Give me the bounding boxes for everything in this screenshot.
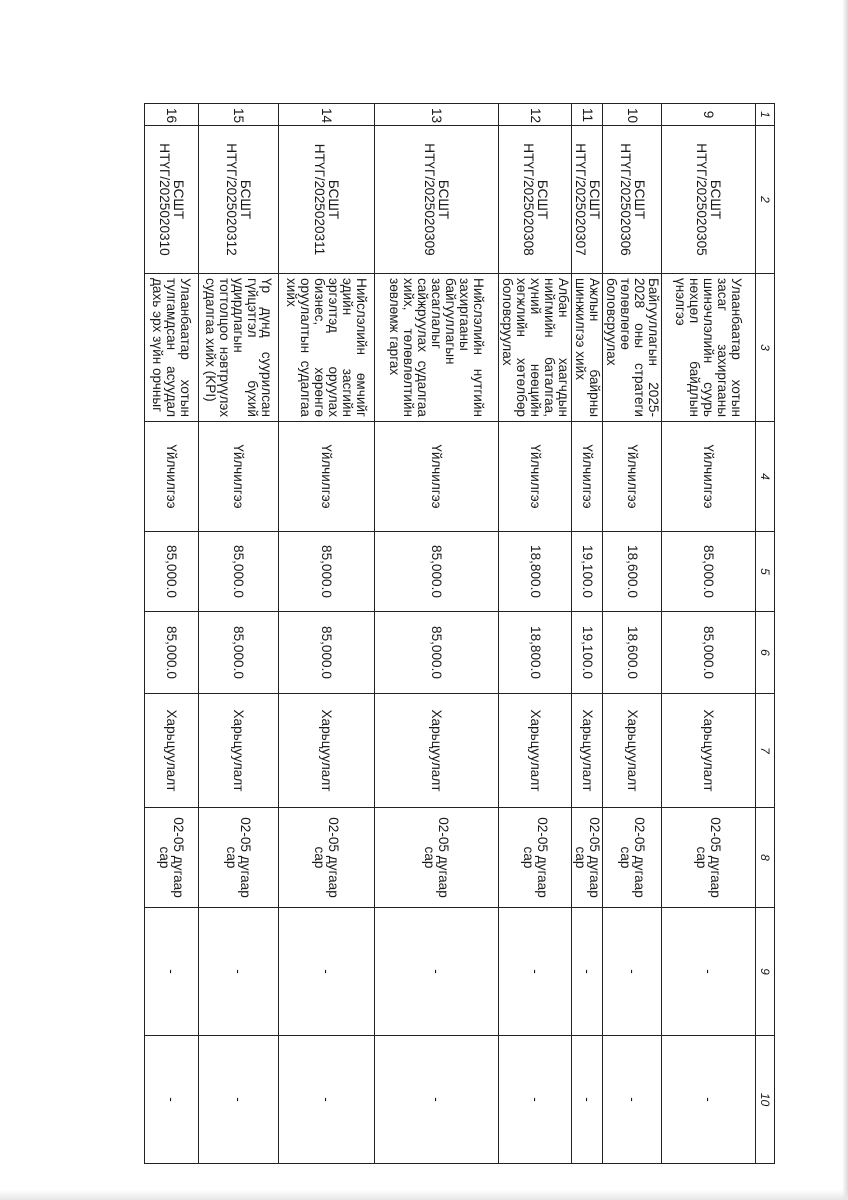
column-10-value: - — [603, 1036, 662, 1164]
time-period: 02-05 дугаар сар — [499, 808, 572, 908]
estimated-amount: 85,000.0 — [662, 612, 756, 694]
column-9-value: - — [145, 908, 199, 1036]
selection-method: Харьцуулалт — [662, 694, 756, 808]
column-10-value: - — [572, 1036, 603, 1164]
procurement-description: Улаанбаатар хотын тулгамдсан асуудал дахь эрх зүйн орчныг — [145, 274, 199, 422]
estimated-amount: 19,100.0 — [572, 612, 603, 694]
selection-method: Харьцуулалт — [499, 694, 572, 808]
header-cell: 2 — [756, 126, 775, 274]
budget-amount: 85,000.0 — [145, 532, 199, 612]
row-number: 15 — [199, 104, 279, 126]
budget-amount: 19,100.0 — [572, 532, 603, 612]
header-cell: 9 — [756, 908, 775, 1036]
estimated-amount: 18,800.0 — [499, 612, 572, 694]
procurement-code: БСШТ НТҮГ/2025020308 — [499, 126, 572, 274]
column-10-value: - — [279, 1036, 375, 1164]
procurement-description: Нийслэлийн нутгийн захиргааны байгууллагын засаглалыг сайжруулах судалгаа хийх, төлөвлөлтийн зөвлөмж гаргах — [375, 274, 499, 422]
column-10-value: - — [145, 1036, 199, 1164]
row-number: 13 — [375, 104, 499, 126]
rotated-page — [115, 103, 775, 1163]
column-10-value: - — [662, 1036, 756, 1164]
budget-amount: 18,600.0 — [603, 532, 662, 612]
scan-edge-shadow — [842, 0, 848, 1200]
time-period: 02-05 дугаар сар — [375, 808, 499, 908]
table-row — [499, 104, 572, 1164]
time-period: 02-05 дугаар сар — [145, 808, 199, 908]
column-10-value: - — [199, 1036, 279, 1164]
column-9-value: - — [199, 908, 279, 1036]
procurement-type: Үйлчилгээ — [145, 422, 199, 532]
procurement-code: БСШТ НТҮГ/2025020306 — [603, 126, 662, 274]
row-number: 10 — [603, 104, 662, 126]
table-row — [145, 104, 199, 1164]
selection-method: Харьцуулалт — [603, 694, 662, 808]
column-number-row — [756, 104, 775, 1164]
procurement-type: Үйлчилгээ — [662, 422, 756, 532]
procurement-description: Нийслэлийн өмчийг эдийн засгийн эргэлтэд оруулах бизнес, хөрөнгө оруулалтын судалгаа хийх — [279, 274, 375, 422]
budget-amount: 85,000.0 — [199, 532, 279, 612]
procurement-code: БСШТ НТҮГ/2025020305 — [662, 126, 756, 274]
budget-amount: 85,000.0 — [662, 532, 756, 612]
procurement-code: БСШТ НТҮГ/2025020312 — [199, 126, 279, 274]
time-period: 02-05 дугаар сар — [662, 808, 756, 908]
header-cell: 7 — [756, 694, 775, 808]
time-period: 02-05 дугаар сар — [279, 808, 375, 908]
column-9-value: - — [279, 908, 375, 1036]
estimated-amount: 85,000.0 — [375, 612, 499, 694]
column-9-value: - — [572, 908, 603, 1036]
procurement-type: Үйлчилгээ — [199, 422, 279, 532]
procurement-type: Үйлчилгээ — [572, 422, 603, 532]
budget-amount: 85,000.0 — [279, 532, 375, 612]
row-number: 9 — [662, 104, 756, 126]
procurement-code: БСШТ НТҮГ/2025020307 — [572, 126, 603, 274]
header-cell: 4 — [756, 422, 775, 532]
table-row — [603, 104, 662, 1164]
procurement-description: Ажлын байрны шинжилгээ хийх — [572, 274, 603, 422]
procurement-description: Албан хаагчдын нийгмийн баталгаа, хүний нөөцийн хөгжлийн хөтөлбөр боловсруулах — [499, 274, 572, 422]
scan-bottom-shadow — [0, 1190, 848, 1200]
header-cell: 10 — [756, 1036, 775, 1164]
column-9-value: - — [603, 908, 662, 1036]
table-row — [572, 104, 603, 1164]
estimated-amount: 18,600.0 — [603, 612, 662, 694]
procurement-type: Үйлчилгээ — [603, 422, 662, 532]
table-row — [375, 104, 499, 1164]
column-9-value: - — [375, 908, 499, 1036]
procurement-type: Үйлчилгээ — [279, 422, 375, 532]
procurement-type: Үйлчилгээ — [375, 422, 499, 532]
row-number: 14 — [279, 104, 375, 126]
column-9-value: - — [499, 908, 572, 1036]
selection-method: Харьцуулалт — [375, 694, 499, 808]
header-cell: 6 — [756, 612, 775, 694]
time-period: 02-05 дугаар сар — [572, 808, 603, 908]
budget-amount: 18,800.0 — [499, 532, 572, 612]
time-period: 02-05 дугаар сар — [603, 808, 662, 908]
header-cell: 8 — [756, 808, 775, 908]
procurement-type: Үйлчилгээ — [499, 422, 572, 532]
column-10-value: - — [499, 1036, 572, 1164]
header-cell: 3 — [756, 274, 775, 422]
table-row — [279, 104, 375, 1164]
row-number: 16 — [145, 104, 199, 126]
estimated-amount: 85,000.0 — [199, 612, 279, 694]
row-number: 11 — [572, 104, 603, 126]
selection-method: Харьцуулалт — [279, 694, 375, 808]
selection-method: Харьцуулалт — [145, 694, 199, 808]
selection-method: Харьцуулалт — [199, 694, 279, 808]
column-10-value: - — [375, 1036, 499, 1164]
table-row — [662, 104, 756, 1164]
procurement-description: Үр дүнд суурилсан гүйцэтгэл бүхий удирдлагын тогтолцоо нэвтрүүлэх судалгаа хийх (KPI) — [199, 274, 279, 422]
estimated-amount: 85,000.0 — [279, 612, 375, 694]
column-9-value: - — [662, 908, 756, 1036]
budget-amount: 85,000.0 — [375, 532, 499, 612]
row-number: 12 — [499, 104, 572, 126]
procurement-code: БСШТ НТҮГ/2025020309 — [375, 126, 499, 274]
procurement-description: Байгууллагын 2025-2028 оны стратеги төлөвлөгөө боловсруулах — [603, 274, 662, 422]
estimated-amount: 85,000.0 — [145, 612, 199, 694]
time-period: 02-05 дугаар сар — [199, 808, 279, 908]
selection-method: Харьцуулалт — [572, 694, 603, 808]
procurement-code: БСШТ НТҮГ/2025020310 — [145, 126, 199, 274]
header-cell: 1 — [756, 104, 775, 126]
procurement-table — [144, 103, 775, 1164]
procurement-description: Улаанбаатар хотын засаг захиргааны шинэчлэлийн суурь нөхцөл байдлын үнэлгээ — [662, 274, 756, 422]
table-row — [199, 104, 279, 1164]
procurement-code: БСШТ НТҮГ/2025020311 — [279, 126, 375, 274]
header-cell: 5 — [756, 532, 775, 612]
